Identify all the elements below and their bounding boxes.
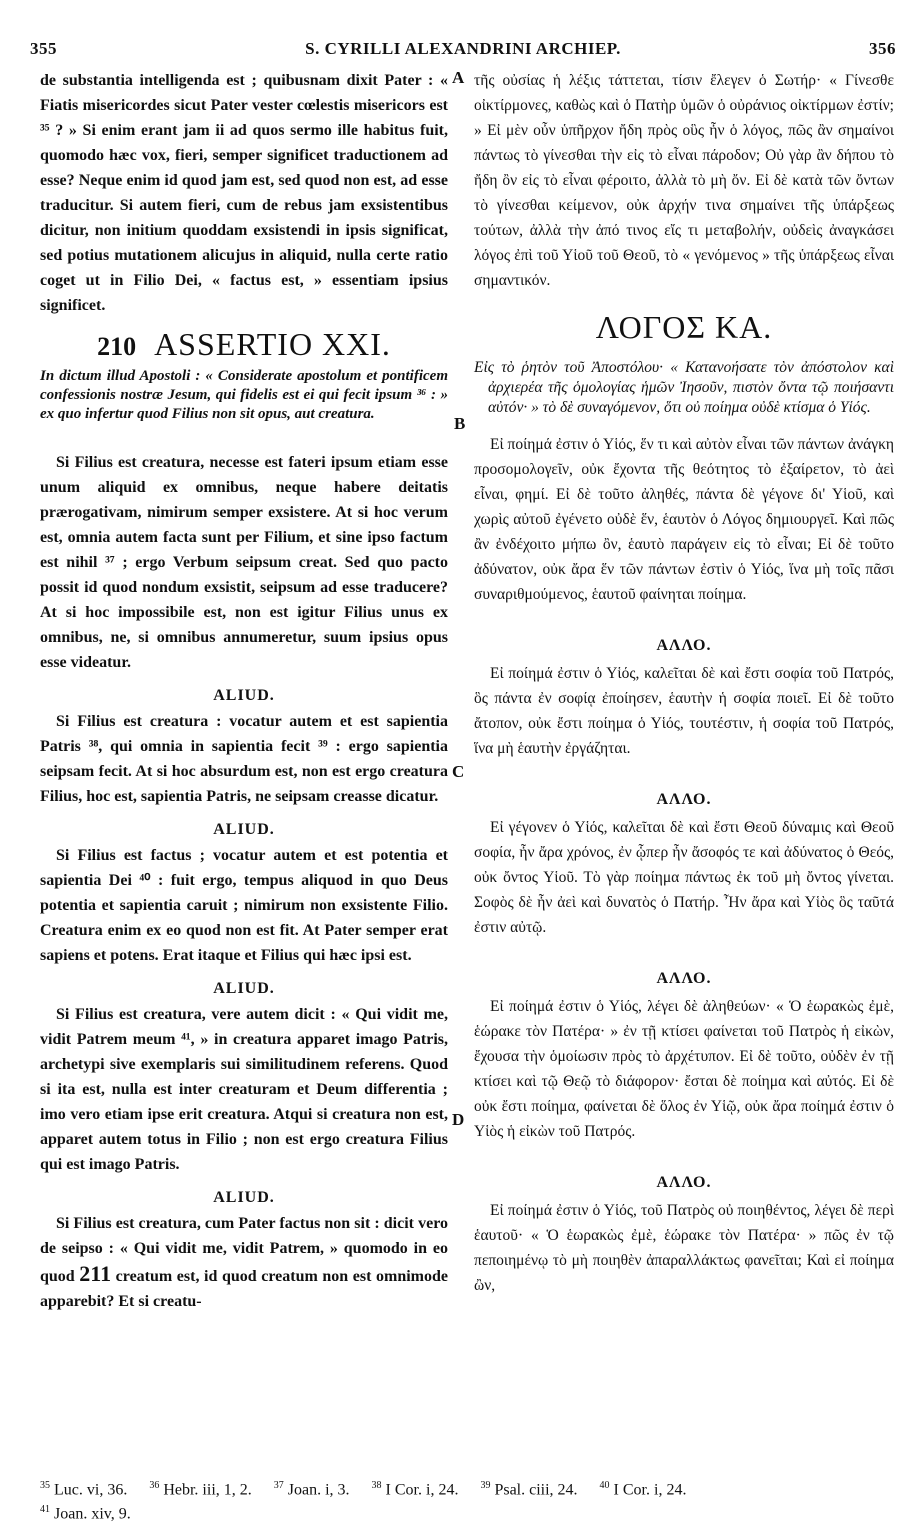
aliud-heading-2: ALIUD. bbox=[213, 821, 275, 838]
footnote-text: Joan. xiv, 9. bbox=[54, 1505, 131, 1523]
greek-lemma: Εἰς τὸ ῥητὸν τοῦ Ἀποστόλου· « Κατανοήσατε τὸν ἀπόστολον καὶ ἀρχιερέα τῆς ὁμολογίας ἡμῶν Ἰησοῦν, πιστὸν ὄντα τῷ ποιήσαντι αὐτόν· » τὸ δὲ συναγόμενον, ὅτι οὐ ποίημα οὐδὲ κτίσμα ὁ Υἱός. bbox=[474, 359, 894, 416]
latin-paragraph-5: Si Filius est creatura, vere autem dicit : « Qui vidit me, vidit Patrem meum ⁴¹, » in creatura apparet imago Patris, archetypi sive exemplaris sui similitudinem referens. Quod si ita est, nulla est inter creaturam et Deum differentia ; imo vero etiam ipse erit creatura. Atqui si creatura non est, apparet autem totus in Filio ; non est ergo creatura Filius qui est imago Patris. bbox=[40, 1006, 448, 1173]
footnote-row-1 bbox=[40, 1476, 898, 1500]
aliud-heading-1: ALIUD. bbox=[213, 687, 275, 704]
greek-paragraph-6: Εἰ ποίημά ἐστιν ὁ Υἱός, τοῦ Πατρὸς οὐ ποιηθέντος, λέγει δὲ περὶ ἑαυτοῦ· « Ὁ ἑωρακὼς ἐμὲ, ἑώρακε τὸν Πατέρα· » πῶς ἐν τῷ πεποιημένῳ τὸ μὴ ποιηθὲν ἀπαραλλάκτως φανεῖται; Καὶ εἰ ποίημα ὢν, bbox=[474, 1202, 894, 1294]
allo-heading-1: ΑΛΛΟ. bbox=[656, 637, 712, 654]
footnote-text: Joan. i, 3. bbox=[287, 1481, 350, 1499]
running-header bbox=[30, 36, 896, 62]
running-title: S. CYRILLI ALEXANDRINI ARCHIEP. bbox=[305, 39, 621, 58]
footnote-item bbox=[149, 1476, 251, 1500]
assertio-title: ASSERTIO XXI. bbox=[154, 326, 391, 362]
latin-paragraph-6 bbox=[40, 1211, 448, 1314]
margin-marker-d: D bbox=[452, 1110, 465, 1129]
latin-paragraph-3: Si Filius est creatura : vocatur autem et est sapientia Patris ³⁸, qui omnia in sapientia fecit ³⁹ : ergo sapientia seipsam fecit. At si hoc absurdum est, non est ergo creatura Filius, hoc est, sapientia Patris, ne seipsam creasse dicatur. bbox=[40, 713, 448, 805]
margin-marker-a: A bbox=[452, 68, 465, 87]
footnote-number: 40 bbox=[599, 1480, 610, 1491]
greek-column bbox=[474, 68, 894, 1298]
greek-paragraph-4: Εἰ γέγονεν ὁ Υἱός, καλεῖται δὲ καὶ ἔστι Θεοῦ δύναμις καὶ Θεοῦ σοφία, ἦν ἄρα χρόνος, ἐν ᾧπερ ἦν ἄσοφός τε καὶ ἀδύνατος ὁ Θεός, οὐκ ὄντος Υἱοῦ. Τὸ γὰρ ποίημα πάντως ἐκ τοῦ μὴ ὄντος γίνεται. Σοφὸς δὲ ἦν ἀεὶ καὶ δυνατὸς ὁ Πατήρ. Ἦν ἄρα καὶ Υἱὸς ὃς ταῦτά ἐστιν αὐτῷ. bbox=[474, 819, 894, 936]
latin-lemma: In dictum illud Apostoli : « Considerate apostolum et pontificem confessionis nostræ Jesum, qui fidelis est ei qui fecit ipsum ³⁶ : » ex quo infertur quod Filius non sit opus, aut creatura. bbox=[40, 368, 448, 422]
marginal-page-number-211: 211 bbox=[79, 1261, 112, 1286]
footnote-number: 37 bbox=[273, 1480, 284, 1491]
latin-paragraph-6-start: Si Filius est creatura, cum Pater factus non sit : dicit vero de seipso : « Qui vidit me, vidit Patrem, » quomodo in eo quod bbox=[40, 1215, 448, 1285]
aliud-heading-3: ALIUD. bbox=[213, 980, 275, 997]
greek-paragraph-2: Εἰ ποίημά ἐστιν ὁ Υἱός, ἕν τι καὶ αὐτὸν εἶναι τῶν πάντων ἀνάγκη προσομολογεῖν, οὐκ ἔχοντα τῆς θεότητος τὸ ἐξαίρετον, τὸ ἀεὶ εἶναι, φημί. Εἰ δὲ τοῦτο ἀληθές, πάντα δὲ γέγονε δι' Υἱοῦ, καὶ χωρὶς αὐτοῦ ἐγένετο οὐδὲ ἕν, ἑαυτὸν ὁ Λόγος δημιουργεῖ. Καὶ πῶς ἂν ἐνδέχοιτο μήπω ὂν, ἑαυτὸ παράγειν εἰς τὸ εἶναι; Εἰ δὲ τοῦτο ἀδύνατον, οὐκ ἄρα ἕν τῶν πάντων ἐστὶν ὁ Υἱός, ἵνα μὴ τοῖς πᾶσι συναριθμούμενος, ἑαυτοῦ φαίνηται ποίημα. bbox=[474, 436, 894, 603]
footnote-text: I Cor. i, 24. bbox=[613, 1481, 687, 1499]
footnote-text: Luc. vi, 36. bbox=[54, 1481, 128, 1499]
greek-paragraph-5: Εἰ ποίημά ἐστιν ὁ Υἱός, λέγει δὲ ἀληθεύων· « Ὁ ἑωρακὼς ἐμὲ, ἑώρακε τὸν Πατέρα· » ἐν τῇ κτίσει φαίνεται τοῦ Πατρὸς ἡ εἰκὼν, ἔχουσα τὴν ὁμοίωσιν πρὸς τὸ ἀρχέτυπον. Εἰ δὲ τοῦτο, οὐδὲν ἐν τῇ κτίσει καὶ τῷ Θεῷ τὸ διάφορον· ἔσται δὲ ποίημα καὶ αὐτός. Εἰ δὲ οὐκ ἔστι ποίημα, φαίνεται δὲ ὅλος ἐν Υἱῷ, οὐκ ἄρα ποίημά ἐστιν ὁ Υἱὸς ἡ εἰκὼν τοῦ Πατρός. bbox=[474, 998, 894, 1140]
footnote-item bbox=[600, 1476, 687, 1500]
page-number-right: 356 bbox=[869, 39, 896, 58]
allo-heading-4: ΑΛΛΟ. bbox=[656, 1174, 712, 1191]
allo-heading-2: ΑΛΛΟ. bbox=[656, 791, 712, 808]
greek-paragraph-1: τῆς οὐσίας ἡ λέξις τάττεται, τίσιν ἔλεγεν ὁ Σωτήρ· « Γίνεσθε οἰκτίρμονες, καθὼς καὶ ὁ Πατὴρ ὑμῶν ὁ οὐράνιος οἰκτίρμων ἐστίν; » Εἰ μὲν οὖν ὑπῆρχον ἤδη πρὸς οὓς ἦν ὁ λόγος, πῶς ἂν σημαίνοι πάντως τὸ γίνεσθαι τὴν εἰς τὸ εἶναι πάροδον; Οὐ γὰρ ἂν δήπου τὸ ἤδη ὂν εἰς τὸ εἶναι φέροιτο, ἀλλὰ τὸ μὴ ὄν. Εἰ δὲ κατὰ τῶν ὄντων τὸ γίνεσθαι κείμενον, οὐκ ἀρχήν τινα σημαίνει τῆς ὑπάρξεως τούτων, ἀλλὰ τὴν ἀπό τινος εἴς τι μεταβολήν, οὐδεὶς ἀναγκάσει λόγος ἐπὶ τοῦ Υἱοῦ τοῦ Θεοῦ, τὸ « γενόμενος » τῆς ὑπάρξεως εἶναι σημαντικόν. bbox=[474, 72, 894, 289]
latin-paragraph-6-end: creatum est, id quod creatum non est omnimode apparebit? Et si creatu- bbox=[40, 1268, 448, 1310]
footnote-text: I Cor. i, 24. bbox=[385, 1481, 459, 1499]
latin-paragraph-2: Si Filius est creatura, necesse est fateri ipsum etiam esse unum aliquid ex omnibus, neque habere deitatis prærogativam, nimirum semper exsistere. At si hoc verum est, omnia autem facta sunt per Filium, et sine ipso factum est nihil ³⁷ ; ergo Verbum seipsum creat. Sed quo pacto possit id quod nondum exsistit, seipsum ad esse traducere? At si hoc impossibile est, non est igitur Filius unus ex omnibus, ne, si omnibus annumeretur, suum ipsius opus esse videatur. bbox=[40, 454, 448, 671]
footnote-item bbox=[40, 1500, 131, 1524]
footnote-number: 39 bbox=[480, 1480, 491, 1491]
latin-column bbox=[40, 68, 448, 1314]
margin-marker-c: C bbox=[452, 762, 465, 781]
footnote-item bbox=[480, 1476, 577, 1500]
margin-marker-b: B bbox=[454, 414, 466, 433]
footnote-number: 35 bbox=[40, 1480, 50, 1491]
latin-paragraph-4: Si Filius est factus ; vocatur autem et est potentia et sapientia Dei ⁴⁰ : fuit ergo, tempus aliquod in quo Deus potentia et sapientia caruit ; nimirum non exsistente Filio. Creatura enim ex eo quod non est fit. At Pater semper erat sapiens et potens. Erat itaque et Filius qui hæc ipsi est. bbox=[40, 847, 448, 964]
footnote-item bbox=[274, 1476, 350, 1500]
footnote-number: 36 bbox=[149, 1480, 160, 1491]
page-number-left: 355 bbox=[30, 39, 57, 58]
footnote-number: 41 bbox=[40, 1504, 50, 1516]
footnote-row-2 bbox=[40, 1500, 898, 1524]
marginal-page-number: 210 bbox=[97, 332, 137, 361]
assertio-heading bbox=[40, 326, 448, 363]
footnote-text: Hebr. iii, 1, 2. bbox=[163, 1481, 252, 1499]
aliud-heading-4: ALIUD. bbox=[213, 1189, 275, 1206]
footnote-item bbox=[372, 1476, 459, 1500]
footnotes bbox=[40, 1476, 898, 1525]
logos-heading: ΛΟΓΟΣ ΚΑ. bbox=[595, 309, 773, 345]
footnote-text: Psal. ciii, 24. bbox=[494, 1481, 578, 1499]
allo-heading-3: ΑΛΛΟ. bbox=[656, 970, 712, 987]
footnote-item bbox=[40, 1476, 127, 1500]
greek-paragraph-3: Εἰ ποίημά ἐστιν ὁ Υἱός, καλεῖται δὲ καὶ ἔστι σοφία τοῦ Πατρός, ὃς πάντα ἐν σοφίᾳ ἐποίησεν, ἑαυτὴν ἡ σοφία ποιεῖ. Εἰ δὲ τοῦτο ἄτοπον, οὐκ ἔστι ποίημα ὁ Υἱός, τουτέστιν, ἡ σοφία τοῦ Πατρός, ἵνα μὴ ἑαυτὴν ἐργάζηται. bbox=[474, 665, 894, 757]
latin-paragraph-1: de substantia intelligenda est ; quibusnam dixit Pater : « Fiatis misericordes sicut Pater vester cœlestis misericors est ³⁵ ? » Si enim erant jam ii ad quos sermo ille habitus fuit, quomodo hæc vox, fieri, semper significet traductionem ad esse? Neque enim id quod jam est, sed quod non est, ad esse traducitur. Si autem fieri, cum de rebus jam exsistentibus dicitur, non initium quoddam exsistendi in ipsis significat, sed potius mutationem alicujus in aliquid, nulla certe ratio coget ut in Filio Dei, « factus est, » essentiam ipsius significet. bbox=[40, 72, 448, 314]
footnote-number: 38 bbox=[371, 1480, 382, 1491]
